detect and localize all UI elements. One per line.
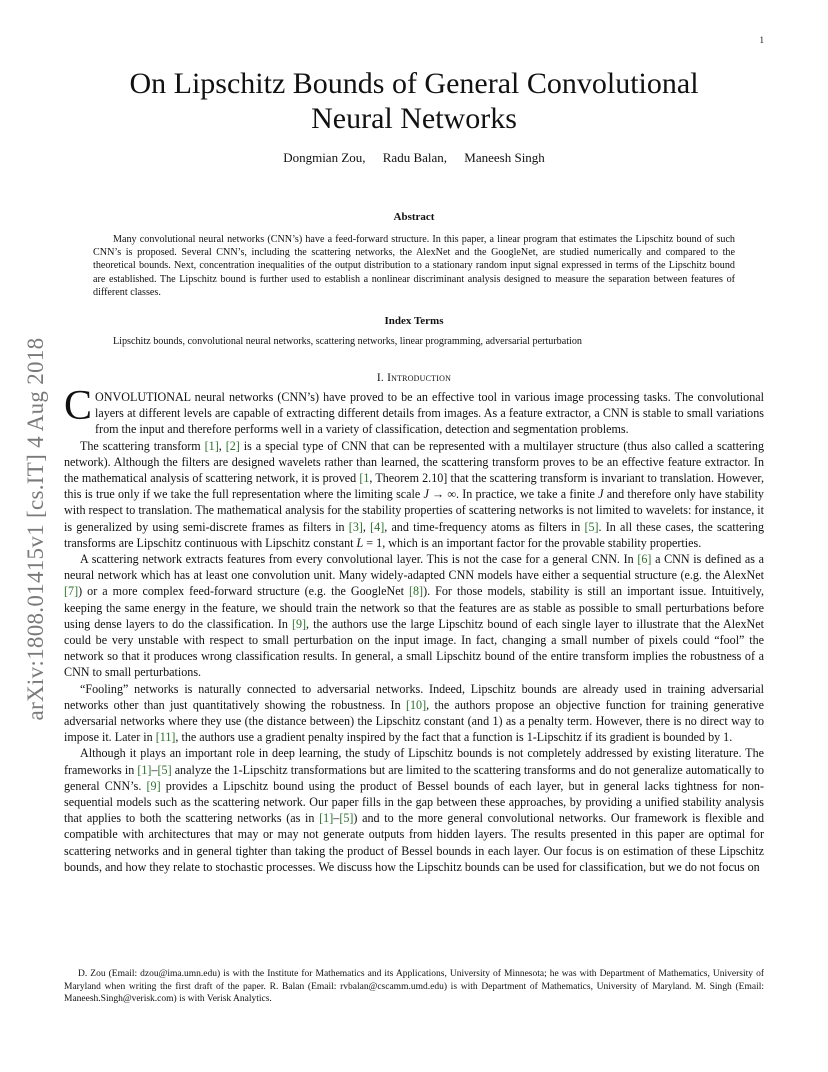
text-run: ) or a more complex feed-forward structure (e.g. the GoogleNet [78,584,409,599]
text-run: is a special type of CNN that can be represented with a multilayer structure (thus also called a scattering network). Although the filters are designed wavelets rather than learned, the scattering transform proves to be an effective feature extractor. In the mathematical analysis of scattering network, it is proved [64,438,764,486]
text-run: , [218,438,226,453]
drop-cap: C [64,383,93,429]
abstract-text: Many convolutional neural networks (CNN’s) have a feed-forward structure. In this paper, a linear program that estimates the Lipschitz bound of such CNN’s is proposed. Several CNN’s, including the scattering networks, the AlexNet and the GoogleNet, are studied numerically and compared to the theoretical bounds. Next, concentration inequalities of the output distribution to a stationary random input signal expressed in terms of the Lipschitz bound are established. The Lipschitz bound is further used to establish a nonlinear discriminant analysis designed to measure the separation between features of different classes. [93,234,735,298]
section-number: I. [376,372,384,384]
text-run: , Theorem 2.10] that the scattering transform is invariant to translation. However, this is true only if we take the full representation where the limiting scale [64,471,764,502]
paragraph-3 [64,551,764,681]
citation-link[interactable]: [11] [155,730,176,745]
text-run: – [151,762,158,777]
text-run: A scattering network extracts features from every convolutional layer. This is not the case for a general CNN. In [80,552,638,567]
text-run: Although it plays an important role in deep learning, the study of Lipschitz bounds is not completely addressed by existing literature. The frameworks in [64,746,764,777]
author-3: Maneesh Singh [464,150,545,165]
paragraph-2 [64,438,764,551]
text-run: ). For those models, stability is still an important issue. Intuitively, keeping the same energy in the feature, we should train the network so that the features are as stable as possible to small perturbations before using dense layers to do the classification. In [64,584,764,631]
text-run: a CNN is defined as a neural network which has at least one convolution unit. Many widely-adapted CNN models have either a sequential structure (e.g. the AlexNet [64,552,764,583]
text-run: The scattering transform [80,438,205,453]
citation-link[interactable]: [5] [584,519,599,534]
text-run: , [362,519,371,534]
title-line-2: Neural Networks [311,102,517,135]
body-text [64,383,765,875]
text-run: , and time-frequency atoms as filters in [384,519,585,534]
text-run: provides a Lipschitz bound using the product of Bessel bounds of each layer, but in general lacks tightness for non-sequential models such as the scattering network. Our paper fills in the gap between these approaches, by providing a unified stability analysis that applies to both the scattering networks (as in [64,778,764,826]
index-terms-heading: Index Terms [384,315,444,327]
text-run: . In practice, we take a finite [456,487,599,502]
text-run: and therefore only have stability with respect to translation. The mathematical analysis for the stability properties of scattering networks is not limited to wavelets: for instance, it is generalized by using semi-discrete frames as filters in [64,487,764,534]
citation-link[interactable]: [1] [137,762,152,777]
paragraph-1-text: ONVOLUTIONAL neural networks (CNN’s) have proved to be an effective tool in various image processing tasks. The convolutional layers at different levels are capable of extracting different details from images. As a feature extractor, a CNN is stable to small variations from the input and therefore performs well in a variety of classification, detection and segmentation problems. [95,390,764,437]
paragraph-1 [64,383,764,438]
author-list [64,150,764,166]
math-expression: L [356,535,364,550]
citation-link[interactable]: [5] [339,811,354,826]
citation-link[interactable]: [8] [408,584,424,599]
paragraph-5 [64,745,764,875]
author-1: Dongmian Zou, [283,150,366,165]
citation-link[interactable]: [7] [64,584,79,599]
citation-link[interactable]: [6] [637,552,652,567]
index-terms-text: Lipschitz bounds, convolutional neural networks, scattering networks, linear programming, adversarial perturbation [113,336,582,347]
text-run: . In all these cases, the scattering transforms are Lipschitz continuous with Lipschitz constant [64,519,764,550]
math-expression: J → ∞ [423,487,456,502]
citation-link[interactable]: [10] [405,697,427,712]
citation-link[interactable]: [1] [319,811,334,826]
author-footnote: D. Zou (Email: dzou@ima.umn.edu) is with the Institute for Mathematics and its Applications, University of Minnesota; he was with Department of Mathematics, University of Maryland when writing the first draft of the paper. R. Balan (Email: rvbalan@cscamm.umd.edu) is with Department of Mathematics, University of Maryland. M. Singh (Email: Maneesh.Singh@verisk.com) is with Verisk Analytics. [64,969,764,1005]
text-run: – [333,811,340,826]
citation-link[interactable]: [9] [146,778,161,793]
section-title: Introduction [387,372,452,384]
paragraph-4 [64,681,764,746]
citation-link[interactable]: [2] [225,438,240,453]
citation-link[interactable]: [5] [157,762,172,777]
citation-link[interactable]: [1] [204,438,219,453]
text-run: , the authors use the large Lipschitz bound of each single layer to illustrate that the AlexNet could be very unstable with respect to small perturbation on the input image. In fact, changing a small number of pixels could “fool” the network so that it produces wrong classification results. In general, a small Lipschitz bound of the entire transform implies the robustness of a CNN to small perturbations. [64,616,764,680]
section-heading [64,372,764,384]
citation-link[interactable]: [3] [348,519,363,534]
title-line-1: On Lipschitz Bounds of General Convolutional [129,67,699,100]
author-2: Radu Balan, [382,150,448,165]
text-run: = 1, which is an important factor for the provable stability properties. [363,535,702,550]
page-number: 1 [759,35,764,45]
paper-title [64,66,764,136]
text-run: ) and to the more general convolutional networks. Our framework is flexible and compatible with architectures that may or may not generate outputs from hidden layers. The results presented in this paper are optimal for scattering networks and in general tighter than taking the product of Bessel bounds in each layer. Our focus is on estimation of these Lipschitz bounds, and how they relate to stochastic processes. We discuss how the Lipschitz bounds can be used for classification, but we do not focus on [64,811,765,874]
text-run: , the authors use a gradient penalty inspired by the fact that a function is 1-Lipschitz if its gradient is bounded by 1. [175,730,733,745]
math-expression: J [598,487,604,502]
text-run: , the authors propose an objective function for training generative adversarial networks where they use (the distance between) the Lipschitz constant (and 1) as a penalty term. However, there is no direct way to impose it. Later in [64,697,764,745]
citation-link[interactable]: [1 [359,471,370,486]
abstract-heading: Abstract [393,211,435,223]
arxiv-identifier: arXiv:1808.01415v1 [cs.IT] 4 Aug 2018 [23,337,48,721]
citation-link[interactable]: [4] [370,519,385,534]
text-run: analyze the 1-Lipschitz transformations but are limited to the scattering transforms and do not generalize automatically to general CNN’s. [64,762,765,793]
text-run: “Fooling” networks is naturally connected to adversarial networks. Indeed, Lipschitz bounds are already used in training adversarial networks other than just quantitatively showing the robustness. In [64,681,764,712]
citation-link[interactable]: [9] [291,616,307,631]
